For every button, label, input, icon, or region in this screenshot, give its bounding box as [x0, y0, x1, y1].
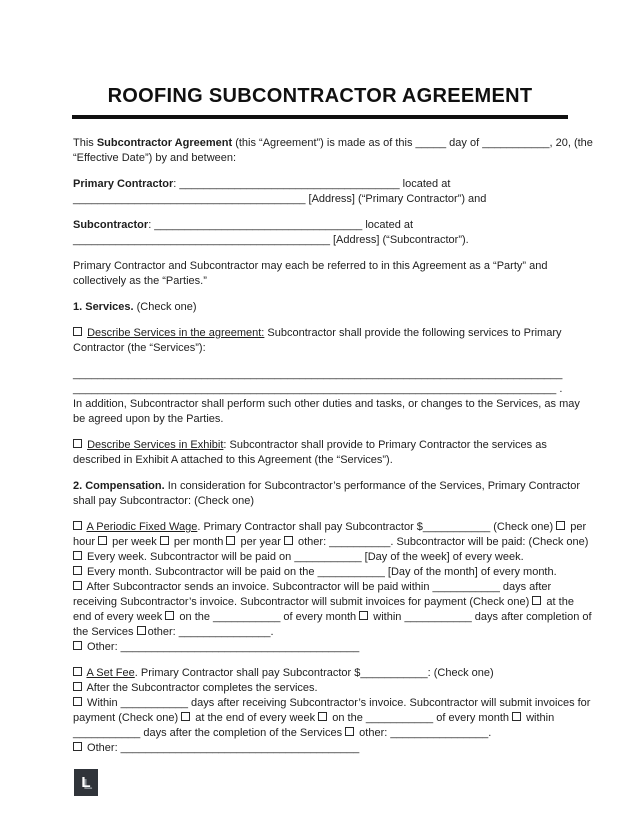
checkbox-fee-end-of-every-week[interactable] [181, 712, 190, 721]
checkbox-periodic-fixed-wage[interactable] [73, 521, 82, 530]
checkbox-invoice-day-of-month[interactable] [165, 611, 174, 620]
text-segment: : __________________________________ located at [148, 219, 414, 231]
services-section-heading [73, 300, 567, 315]
text-segment: . Primary Contractor shall pay Subcontractor $___________: (Check one) [134, 667, 494, 679]
text-segment: 1. Services. [73, 301, 134, 313]
text-segment: _______________________________________________________________________________ . [73, 383, 563, 395]
document-title: ROOFING SUBCONTRACTOR AGREEMENT [107, 85, 533, 107]
text-segment: receiving Subcontractor’s invoice. Subcontractor will submit invoices for payment (Check one) [73, 596, 533, 608]
document-body [73, 136, 593, 756]
text-segment: end of every week [73, 611, 166, 623]
text-segment: described in Exhibit A attached to this Agreement (the “Services”). [73, 454, 393, 466]
checkbox-after-services-complete[interactable] [73, 682, 82, 691]
text-segment: hour [73, 536, 99, 548]
logo-letter: L [81, 774, 91, 791]
checkbox-fee-within-days[interactable] [512, 712, 521, 721]
text-segment: ________________________________________________________________________________ [73, 368, 563, 380]
compensation-section-clause [73, 479, 581, 509]
text-segment: After Subcontractor sends an invoice. Subcontractor will be paid within ___________ days after [84, 581, 552, 593]
text-segment: 2. Compensation. [73, 480, 165, 492]
subcontractor-clause [73, 218, 567, 248]
checkbox-paid-every-week[interactable] [73, 551, 82, 560]
checkbox-within-days-after-invoice[interactable] [73, 697, 82, 706]
describe-services-in-agreement-option [73, 326, 567, 356]
text-segment: (this “Agreement”) is made as of this _____ day of ___________, 20, (the [232, 137, 593, 149]
intro-paragraph [73, 136, 593, 166]
text-segment: Contractor (the “Services”): [73, 342, 206, 354]
text-segment: After the Subcontractor completes the services. [84, 682, 318, 694]
text-segment: per [567, 521, 587, 533]
text-segment: other: __________. Subcontractor will be paid: (Check one) [294, 536, 589, 548]
text-segment: Other: _______________________________________ [84, 742, 360, 754]
text-segment: Within ___________ days after receiving Subcontractor’s invoice. Subcontractor will submit invoices for [84, 697, 591, 709]
checkbox-fee-day-of-month[interactable] [318, 712, 327, 721]
checkbox-paid-after-invoice[interactable] [73, 581, 82, 590]
text-segment: the Services [73, 626, 137, 638]
text-segment: Describe Services in the agreement: [87, 327, 265, 339]
checkbox-describe-services-in-agreement[interactable] [73, 327, 82, 336]
text-segment: collectively as the “Parties.” [73, 275, 207, 287]
text-segment: on the ___________ of every month [176, 611, 360, 623]
text-segment: at the [543, 596, 574, 608]
text-segment: per month [170, 536, 227, 548]
text-segment: Primary Contractor [73, 178, 174, 190]
text-segment: on the ___________ of every month [329, 712, 513, 724]
text-segment: : Subcontractor shall provide to Primary Contractor the services as [223, 439, 547, 451]
text-segment: Other: _______________________________________ [84, 641, 360, 653]
checkbox-fee-other[interactable] [73, 742, 82, 751]
checkbox-paid-every-month[interactable] [73, 566, 82, 575]
checkbox-per-week[interactable] [98, 536, 107, 545]
checkbox-per-hour[interactable] [556, 521, 565, 530]
text-segment: within ___________ days after completion of [370, 611, 592, 623]
text-segment: “Effective Date”) by and between: [73, 152, 237, 164]
periodic-fixed-wage-option [73, 520, 592, 655]
text-segment: other: _______________. [147, 626, 274, 638]
text-segment: . Primary Contractor shall pay Subcontractor $___________ (Check one) [197, 521, 557, 533]
text-segment: Every month. Subcontractor will be paid on the ___________ [Day of the month] of every month. [84, 566, 557, 578]
text-segment: at the end of every week [192, 712, 319, 724]
text-segment: In consideration for Subcontractor’s performance of the Services, Primary Contractor [164, 480, 581, 492]
checkbox-fee-other-schedule[interactable] [345, 727, 354, 736]
text-segment: payment (Check one) [73, 712, 182, 724]
legal-templates-logo [74, 769, 98, 796]
text-segment: __________________________________________ [Address] (“Subcontractor”). [73, 234, 469, 246]
checkbox-per-year[interactable] [226, 536, 235, 545]
text-segment: per week [109, 536, 160, 548]
checkbox-wage-other[interactable] [73, 641, 82, 650]
text-segment: other: ________________. [356, 727, 492, 739]
text-segment: Every week. Subcontractor will be paid on ___________ [Day of the week] of every week. [84, 551, 524, 563]
text-segment: Subcontractor shall provide the following services to Primary [264, 327, 562, 339]
checkbox-describe-services-in-exhibit[interactable] [73, 439, 82, 448]
text-segment: In addition, Subcontractor shall perform such other duties and tasks, or changes to the Services, as may [73, 398, 580, 410]
checkbox-per-month[interactable] [160, 536, 169, 545]
text-segment: be agreed upon by the Parties. [73, 413, 224, 425]
services-description-blanks [73, 367, 580, 427]
text-segment: (Check one) [133, 301, 197, 313]
text-segment: A Set Fee [86, 667, 135, 679]
checkbox-invoice-within-days[interactable] [359, 611, 368, 620]
text-segment: per year [237, 536, 284, 548]
checkbox-other-wage-period[interactable] [284, 536, 293, 545]
text-segment: within [523, 712, 555, 724]
text-segment: Primary Contractor and Subcontractor may each be referred to in this Agreement as a “Party” and [73, 260, 548, 272]
text-segment: shall pay Subcontractor: (Check one) [73, 495, 254, 507]
text-segment: Subcontractor [73, 219, 149, 231]
text-segment: This [73, 137, 97, 149]
text-segment: Subcontractor Agreement [96, 137, 233, 149]
text-segment: Describe Services in Exhibit [87, 439, 224, 451]
text-segment: A Periodic Fixed Wage [86, 521, 198, 533]
text-segment: ______________________________________ [Address] (“Primary Contractor”) and [73, 193, 487, 205]
title-rule [72, 115, 568, 119]
describe-services-in-exhibit-option [73, 438, 567, 468]
parties-clause [73, 259, 567, 289]
checkbox-invoice-end-of-every-week[interactable] [532, 596, 541, 605]
primary-contractor-clause [73, 177, 567, 207]
text-segment: : ____________________________________ located at [173, 178, 451, 190]
text-segment: ___________ days after the completion of the Services [73, 727, 346, 739]
set-fee-option [73, 666, 591, 756]
checkbox-invoice-other[interactable] [137, 626, 146, 635]
checkbox-set-fee[interactable] [73, 667, 82, 676]
